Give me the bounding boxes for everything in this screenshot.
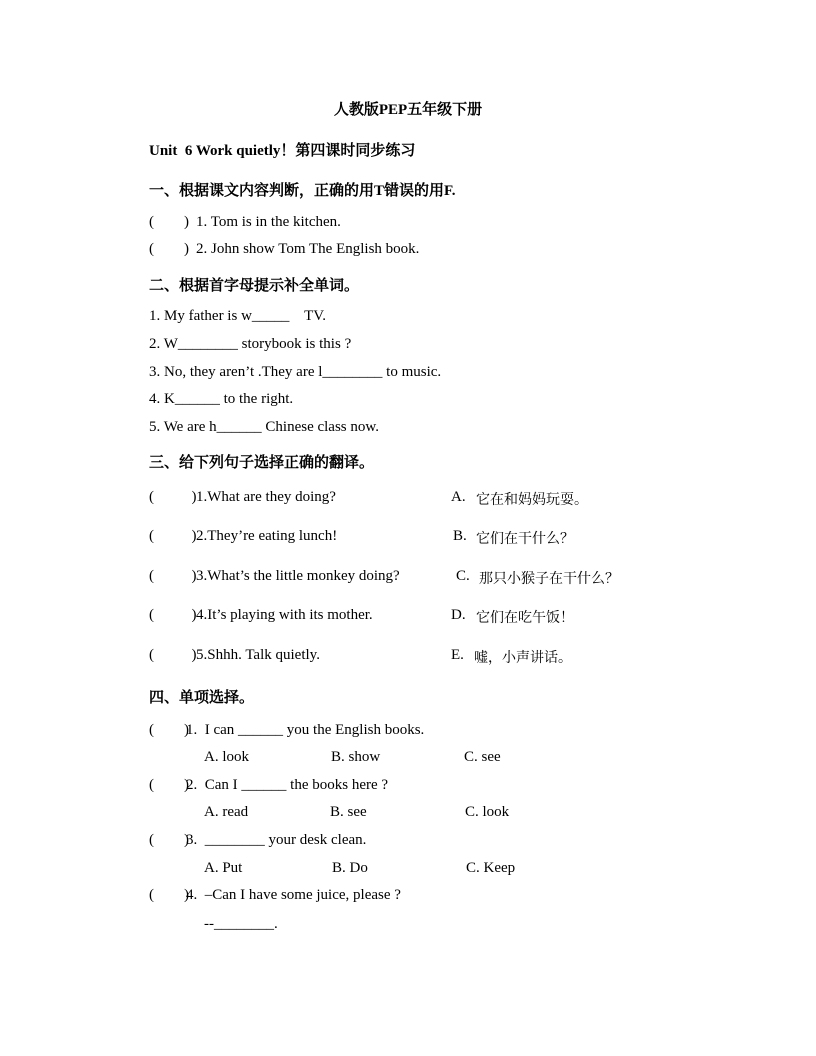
option-letter: C. <box>456 568 470 584</box>
question-text: 2. W________ storybook is this ? <box>149 336 352 352</box>
option-translation: 那只小猴子在干什么？ <box>479 571 619 587</box>
option-letter: E. <box>451 647 464 663</box>
question-text: 5.Shhh. Talk quietly. <box>196 647 320 663</box>
option-letter: B. <box>453 528 467 544</box>
answer-blank: ( ) <box>149 568 197 584</box>
question-text: 3. No, they aren’t .They are l________ to music. <box>149 364 442 380</box>
question-text: 3.What’s the little monkey doing? <box>196 568 400 584</box>
choice-b: B. Do <box>332 860 368 876</box>
question-text: 1. I can ______ you the English books. <box>186 722 425 738</box>
question-text: 4. K______ to the right. <box>149 391 294 407</box>
section-3-heading: 三、给下列句子选择正确的翻译。 <box>149 455 375 471</box>
section-2-heading: 二、根据首字母提示补全单词。 <box>149 278 360 294</box>
option-letter: D. <box>451 607 466 623</box>
answer-blank: ( ) <box>149 214 189 230</box>
choice-c: C. see <box>464 749 501 765</box>
question-text: 4.It’s playing with its mother. <box>196 607 373 623</box>
document-title: 人教版PEP五年级下册 <box>333 102 483 118</box>
question-text: 1. Tom is in the kitchen. <box>196 214 341 230</box>
question-text: 3. ________ your desk clean. <box>186 832 367 848</box>
document-subtitle: Unit 6 Work quietly！第四课时同步练习 <box>149 143 416 159</box>
option-translation: 它在和妈妈玩耍。 <box>476 492 588 508</box>
choice-c: C. look <box>465 804 510 820</box>
question-text: 1. My father is w_____ TV. <box>149 308 326 324</box>
question-text: 2.They’re eating lunch! <box>196 528 338 544</box>
option-translation: 它们在干什么？ <box>476 531 574 547</box>
section-1-heading: 一、根据课文内容判断，正确的用T错误的用F. <box>149 183 456 199</box>
answer-blank: ( ) <box>149 722 189 738</box>
answer-line: --________. <box>204 916 278 932</box>
choice-a: A. look <box>204 749 249 765</box>
question-text: 1.What are they doing? <box>196 489 336 505</box>
choice-a: A. Put <box>204 860 243 876</box>
choice-c: C. Keep <box>466 860 516 876</box>
choice-b: B. see <box>330 804 367 820</box>
question-text: 2. John show Tom The English book. <box>196 241 420 257</box>
answer-blank: ( ) <box>149 489 197 505</box>
section-4-heading: 四、单项选择。 <box>149 690 255 706</box>
answer-blank: ( ) <box>149 887 189 903</box>
answer-blank: ( ) <box>149 241 189 257</box>
question-text: 2. Can I ______ the books here ? <box>186 777 389 793</box>
choice-b: B. show <box>331 749 381 765</box>
option-translation: 嘘，小声讲话。 <box>474 650 572 666</box>
option-translation: 它们在吃午饭！ <box>476 610 574 626</box>
answer-blank: ( ) <box>149 777 189 793</box>
answer-blank: ( ) <box>149 647 197 663</box>
question-text: 4. –Can I have some juice, please ? <box>186 887 401 903</box>
option-letter: A. <box>451 489 466 505</box>
answer-blank: ( ) <box>149 607 197 623</box>
question-text: 5. We are h______ Chinese class now. <box>149 419 379 435</box>
choice-a: A. read <box>204 804 249 820</box>
answer-blank: ( ) <box>149 832 189 848</box>
answer-blank: ( ) <box>149 528 197 544</box>
